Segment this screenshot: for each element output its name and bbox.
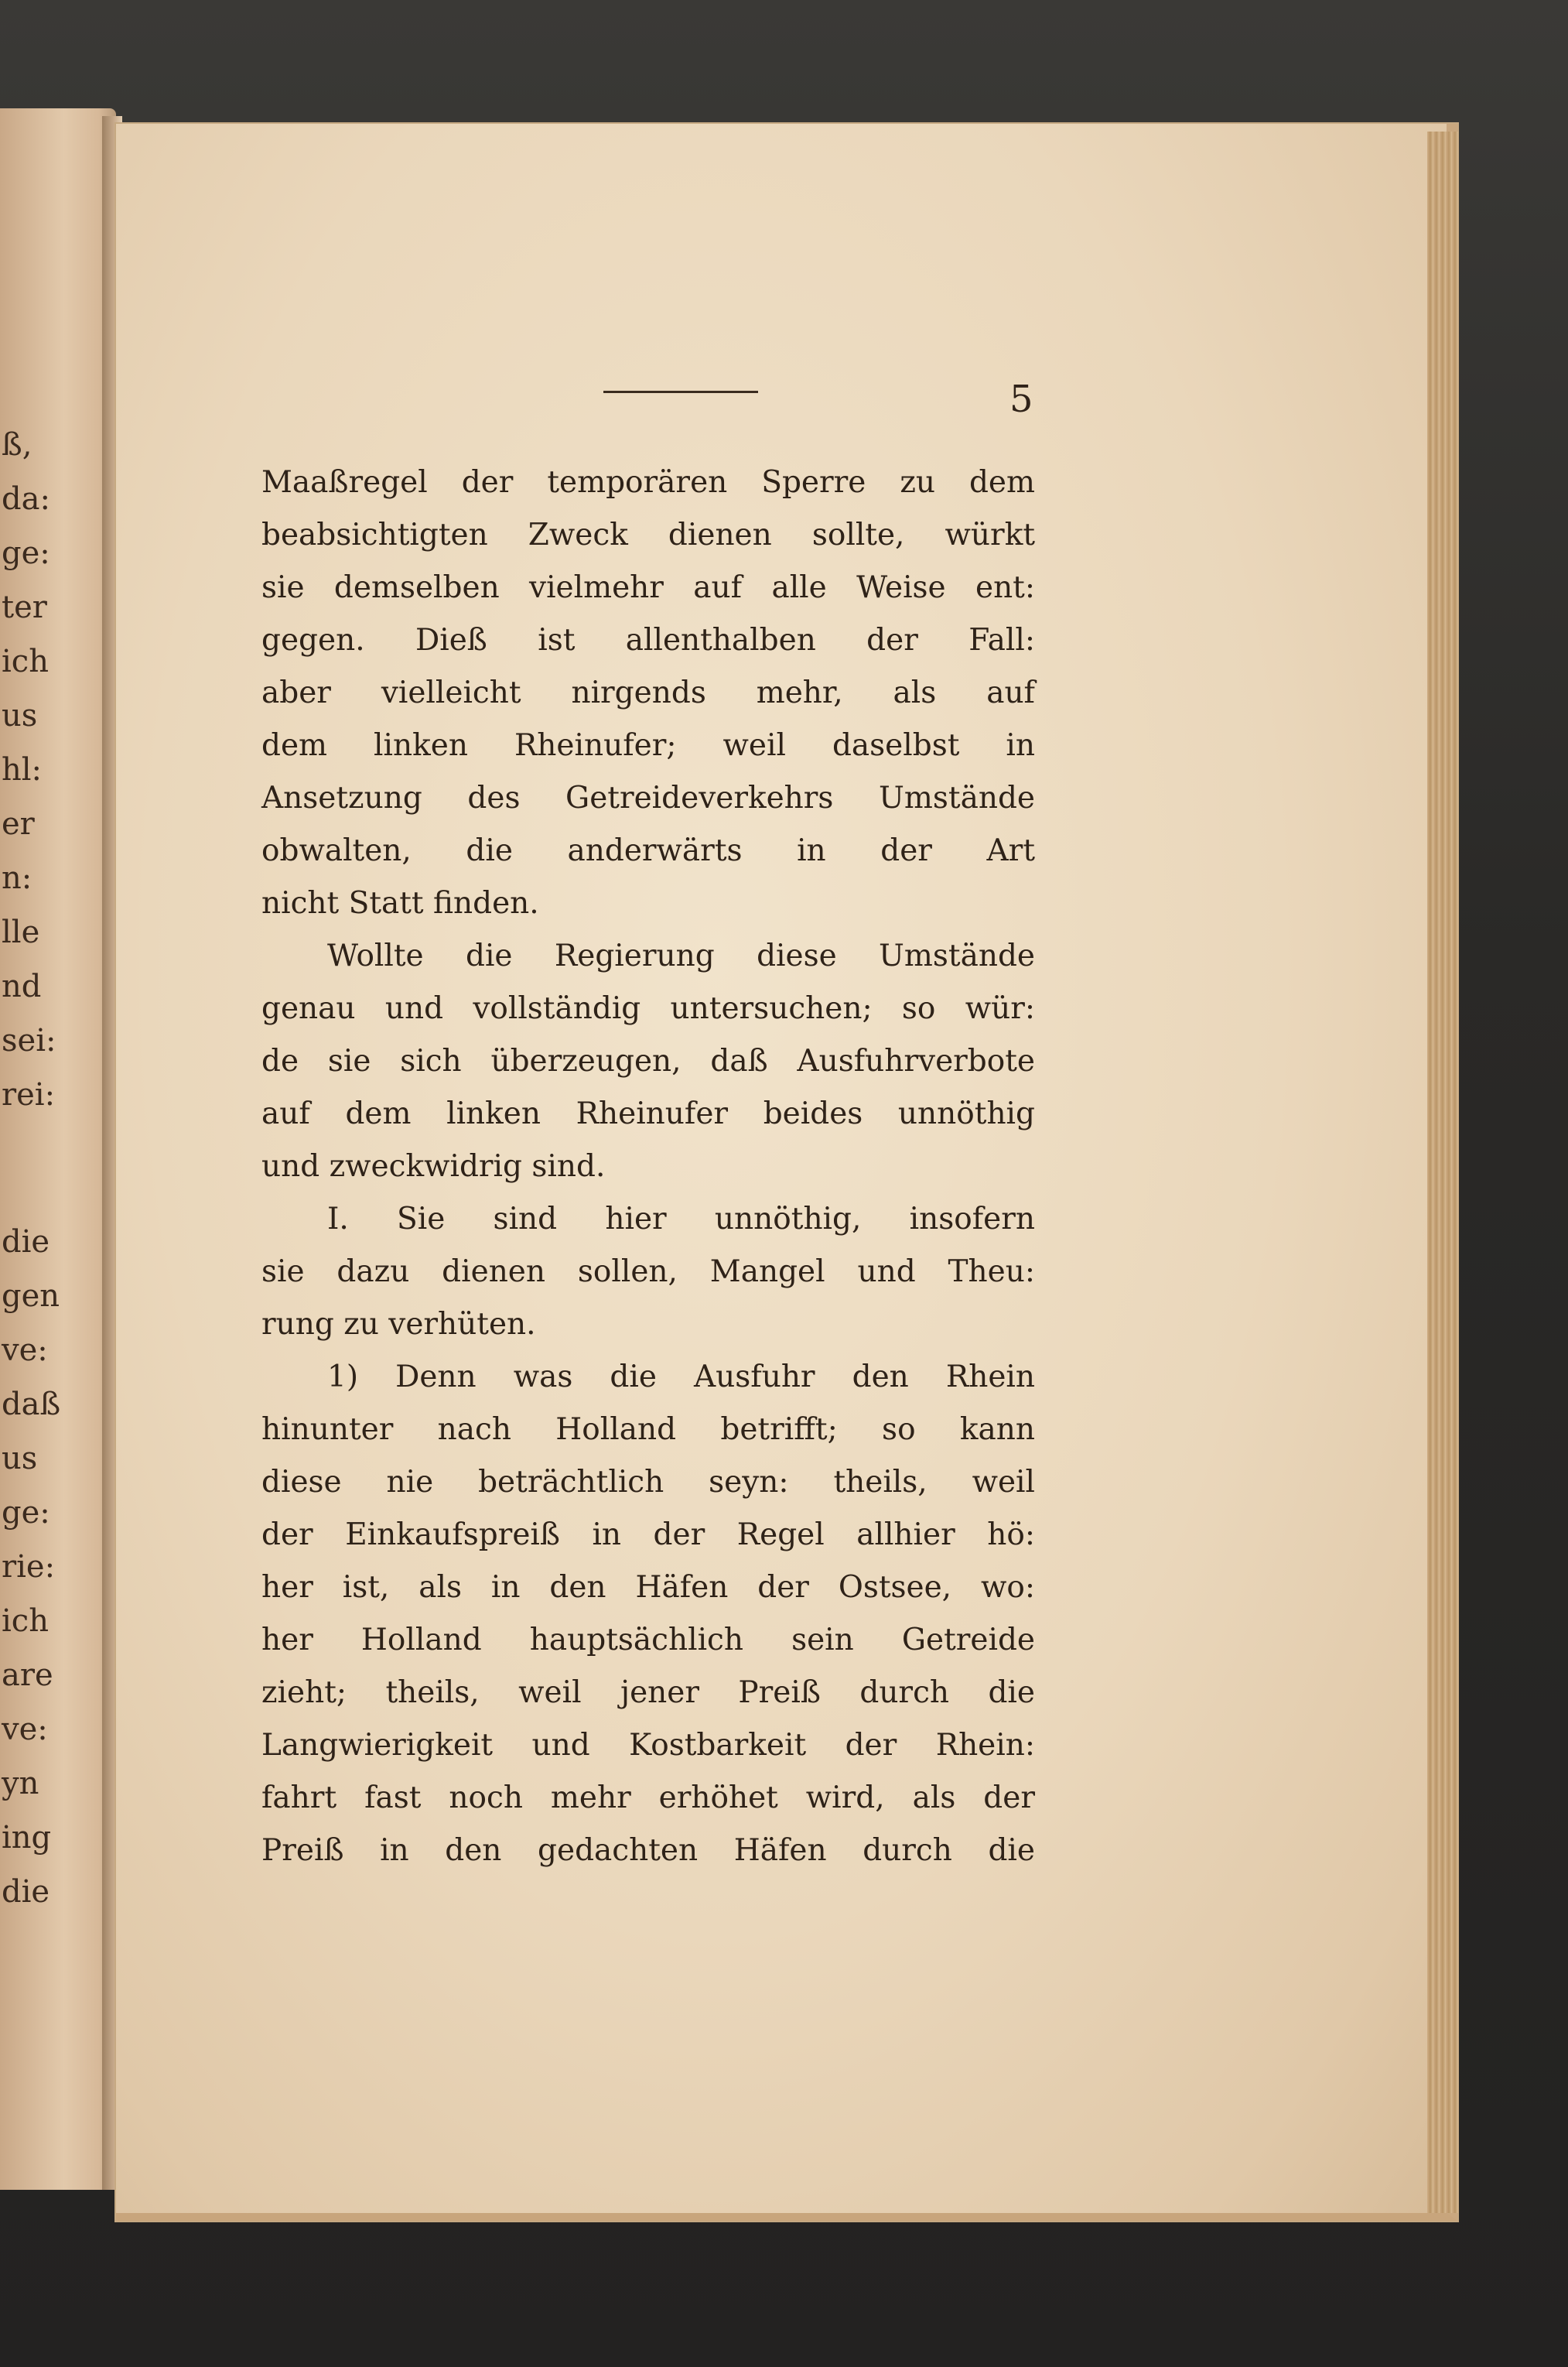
text-line: fahrt fast noch mehr erhöhet wird, als der [261, 1780, 1035, 1815]
text-line: rung zu verhüten. [261, 1307, 536, 1342]
left-fragment: ve: [2, 1712, 48, 1747]
left-fragment: ge: [2, 535, 50, 571]
left-fragment: die [2, 1224, 50, 1260]
text-line: diese nie beträchtlich seyn: theils, weil [261, 1465, 1035, 1500]
text-line: Maaßregel der temporären Sperre zu dem [261, 465, 1035, 500]
page-edge [1427, 132, 1458, 2213]
paragraph-start-line: 1) Denn was die Ausfuhr den Rhein [327, 1360, 1035, 1394]
text-line: de sie sich überzeugen, daß Ausfuhrverbote [261, 1044, 1035, 1079]
left-fragment: daß [2, 1387, 61, 1422]
text-line: Langwierigkeit und Kostbarkeit der Rhein: [261, 1728, 1035, 1763]
paragraph-start-line: Wollte die Regierung diese Umstände [327, 939, 1035, 973]
text-line: Ansetzung des Getreideverkehrs Umstände [261, 781, 1035, 816]
left-fragment: rie: [2, 1549, 56, 1585]
text-line: gegen. Dieß ist allenthalben der Fall: [261, 623, 1035, 658]
text-line: nicht Statt finden. [261, 886, 539, 921]
text-line: der Einkaufspreiß in der Regel allhier hö: [261, 1517, 1035, 1552]
text-line: her Holland hauptsächlich sein Getreide [261, 1623, 1035, 1657]
paragraph-start-line: I. Sie sind hier unnöthig, insofern [327, 1202, 1035, 1237]
left-spacer [2, 1122, 48, 1215]
left-fragment: are [2, 1657, 53, 1693]
left-fragment: ing [2, 1820, 52, 1856]
header-rule [603, 391, 758, 393]
text-line: hinunter nach Holland betrifft; so kann [261, 1412, 1035, 1447]
left-fragment: ge: [2, 1495, 50, 1531]
text-line: beabsichtigten Zweck dienen sollte, würkt [261, 518, 1035, 552]
text-line: her ist, als in den Häfen der Ostsee, wo: [261, 1570, 1035, 1605]
left-fragment: ß, [2, 427, 32, 463]
left-fragment: er [2, 806, 35, 842]
left-fragment: sei: [2, 1023, 56, 1059]
left-fragment: ich [2, 1603, 49, 1639]
text-line: zieht; theils, weil jener Preiß durch die [261, 1675, 1035, 1710]
text-line: Preiß in den gedachten Häfen durch die [261, 1833, 1035, 1868]
left-fragment: rei: [2, 1077, 56, 1113]
left-fragment: us [2, 698, 38, 734]
left-page [0, 108, 116, 2190]
left-fragment: n: [2, 860, 32, 896]
text-line: sie demselben vielmehr auf alle Weise ent: [261, 570, 1035, 605]
left-fragment: gen [2, 1278, 60, 1314]
text-line: obwalten, die anderwärts in der Art [261, 833, 1035, 868]
left-fragment: ter [2, 590, 47, 625]
left-fragment: nd [2, 969, 42, 1004]
text-line: aber vielleicht nirgends mehr, als auf [261, 676, 1035, 710]
text-line: und zweckwidrig sind. [261, 1149, 606, 1184]
page-number: 5 [1009, 378, 1033, 421]
left-fragment: us [2, 1441, 38, 1476]
left-fragment: yn [2, 1766, 39, 1801]
text-line: dem linken Rheinufer; weil daselbst in [261, 728, 1035, 763]
left-fragment: hl: [2, 752, 43, 788]
left-fragment: ve: [2, 1332, 48, 1368]
left-fragment: ich [2, 644, 49, 679]
left-fragment: da: [2, 481, 50, 517]
left-fragment: lle [2, 915, 40, 950]
text-line: genau und vollständig untersuchen; so wür: [261, 991, 1035, 1026]
left-fragment: die [2, 1874, 50, 1910]
body-text [261, 457, 1035, 1877]
left-page-text [2, 418, 61, 1919]
text-line: auf dem linken Rheinufer beides unnöthig [261, 1096, 1035, 1131]
text-line: sie dazu dienen sollen, Mangel und Theu: [261, 1254, 1035, 1289]
